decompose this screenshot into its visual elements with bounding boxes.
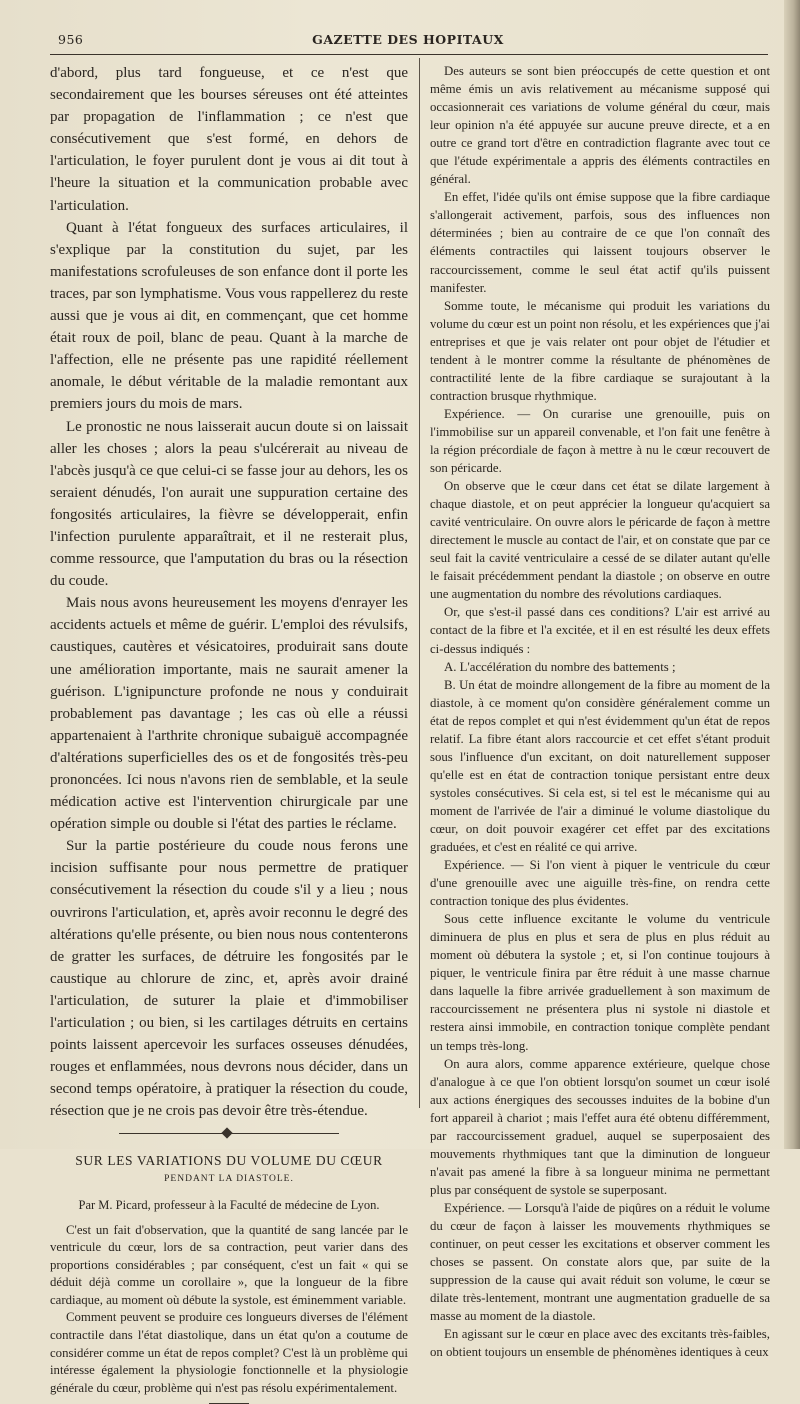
article-body <box>50 1222 408 1398</box>
paragraph: Mais nous avons heureusement les moyens d'enrayer les accidents actuels et même de guérir. L'emploi des révulsifs, caustiques, cautères et vésicatoires, produirait sans doute une amélioration importante, mais ne saurait amener la guérison. L'ignipuncture profonde ne nous y conduirait probablement pas davantage ; les cas où elle a réussi appartenaient à l'arthrite chronique subaiguë accompagnée d'altérations superficielles des os et de fongosités très-peu prononcées. Ici nous n'avons rien de semblable, et la seule médication active est l'intervention chirurgicale par une opération simple ou double si l'état des parties le réclame. <box>50 595 408 833</box>
left-column <box>50 62 408 1404</box>
paragraph: C'est un fait d'observation, que la quantité de sang lancée par le ventricule du cœur, lors de sa contraction, peut varier dans des proportions considérables ; par conséquent, c'est un fait « qui se déduit déjà comme un corollaire », que la longueur de la fibre cardiaque, au moment où débute la systole, est éminemment variable. <box>50 1222 408 1307</box>
paragraph: Le pronostic ne nous laisserait aucun doute si on laissait aller les choses ; alors la peau s'ulcérerait au niveau de l'abcès jusqu'à ce que celui-ci se fasse jour au dehors, les os seraient dénudés, l'on aurait une suppuration certaine des fongosités articulaires, la fièvre se développerait, enfin l'infection purulente apparaîtrait, et il ne resterait plus, comme ressource, que l'amputation du bras ou la résection du coude. <box>50 418 408 590</box>
paragraph: En effet, l'idée qu'ils ont émise suppose que la fibre cardiaque s'allongerait activement, parfois, sous des influences non déterminées ; bien au contraire de ce que l'on connaît des éléments contractiles qui laissent toujours observer le raccourcissement, comme le seul état actif qu'ils puissent manifester. <box>430 190 770 295</box>
header-rule <box>50 54 768 55</box>
paragraph: On aura alors, comme apparence extérieure, quelque chose d'analogue à ce que l'on obtient lorsqu'on soumet un cœur isolé aux actions énergiques des secousses induites de la bobine d'un fort appareil à chariot ; mais l'effet aura été obtenu différemment, par raccourcissement graduel, auquel se superposaient des mouvements rhythmiques tant que la diminution de longueur n'avait pas amené la fibre à sa longueur minima ne permettant plus par conséquent de systole se superposant. <box>430 1056 770 1197</box>
paragraph: En agissant sur le cœur en place avec des excitants très-faibles, on obtient toujours un ensemble de phénomènes identiques à ceux <box>430 1327 770 1360</box>
paragraph: Des auteurs se sont bien préoccupés de cette question et ont même émis un avis relativement au mécanisme supposé qui occasionnerait ces variations de volume général du cœur, mais leur opinion n'a été appuyée sur aucune preuve directe, et a en outre ce grand tort d'être en contradiction flagrante avec tout ce que l'étude expérimentale a appris des éléments contractiles en général. <box>430 64 770 187</box>
article-title: SUR LES VARIATIONS DU VOLUME DU CŒUR <box>75 1152 383 1168</box>
paragraph: B. Un état de moindre allongement de la fibre au moment de la diastole, à ce moment qu'on considère généralement comme un état de repos complet et qui n'est évidemment qu'un état de repos relatif. La fibre étant alors raccourcie et cet effet s'étant produit sous l'influence d'un excitant, on doit naturellement supposer qu'elle est en état de contraction tonique persistant entre deux systoles consécutives. Si cela est, si tel est le mécanisme qui au moment de l'arrivée de l'air a diminué le volume diastolique du cœur, on doit pouvoir exagérer cet effet par des excitations graduées, et c'est en réalité ce qui arrive. <box>430 677 770 855</box>
paragraph: Or, que s'est-il passé dans ces conditions? L'air est arrivé au contact de la fibre et l'a excitée, et il en est résulté les deux effets ci-dessus indiqués : <box>430 605 770 656</box>
page-header <box>52 30 764 50</box>
paragraph: Expérience. — Si l'on vient à piquer le ventricule du cœur d'une grenouille avec une aiguille très-fine, on rendra cette contraction tonique des plus évidentes. <box>430 858 770 909</box>
article-author: Par M. Picard, professeur à la Faculté de médecine de Lyon. <box>78 1197 380 1212</box>
paragraph: Quant à l'état fongueux des surfaces articulaires, il s'explique par la constitution du sujet, par les manifestations scrofuleuses de son enfance dont il porte les traces, par son lymphatisme. Vous vous rappellerez du reste aussi que je vous ai dit, en commençant, que cet homme était roux de poil, blanc de peau. Quant à la marche de l'affection, elle ne présente pas une rapidité réellement anomale, le début véritable de la maladie remontant aux premiers jours du mois de mars. <box>50 219 408 413</box>
paragraph: On observe que le cœur dans cet état se dilate largement à chaque diastole, et on peut apprécier la longueur qu'acquiert sa cavité ventriculaire. On ouvre alors le péricarde de façon à mettre directement le muscle au contact de l'air, et on constate que par ce seul fait la cavité ventriculaire a cessé de se dilater autant qu'elle le faisait précédemment pendant la diastole ; on observe en outre une augmentation du nombre des révolutions cardiaques. <box>430 479 770 602</box>
paragraph: d'abord, plus tard fongueuse, et ce n'est que secondairement que les bourses séreuses ont été atteintes par propagation de l'inflammation ; ce n'est que consécutivement que s'est formé, en dehors de l'articulation, le foyer purulent dont je vous ai dit tout à l'heure la situation et la communication probable avec l'articulation. <box>50 65 408 214</box>
paragraph: Sur la partie postérieure du coude nous ferons une incision suffisante pour nous permettre de pratiquer consécutivement la résection du coude s'il y a lieu ; nous ouvrirons l'articulation, et, après avoir reconnu le degré des altérations qu'elle présente, ou bien nous nous contenterons de gratter les surfaces, de détruire les fongosités par le caustique au chlorure de zinc, et, après avoir drainé l'articulation, de suturer la plaie et d'immobiliser l'articulation ; ou bien, si les cartilages détruits en certains points laissent apercevoir les surfaces osseuses dénudées, rouges et enflammées, nous devrons nous décider, dans un second temps opératoire, à pratiquer la résection du coude, résection que je ne crois pas devoir être très-étendue. <box>50 838 408 1120</box>
article-subtitle: PENDANT LA DIASTOLE. <box>164 1173 294 1184</box>
paragraph: Expérience. — On curarise une grenouille, puis on l'immobilise sur un appareil convenable, et l'on fait une fenêtre à la région précordiale de façon à mettre à nu le cœur recouvert de son péricarde. <box>430 406 770 476</box>
journal-title: GAZETTE DES HOPITAUX <box>312 32 504 47</box>
binding-edge <box>784 0 800 1149</box>
page-number: 956 <box>58 32 84 47</box>
paragraph: Sous cette influence excitante le volume du ventricule diminuera de plus en plus et sera de plus en plus réduit au moment où débutera la systole ; et, si l'on continue toujours à piquer, le ventricule finira par être réduit à une masse charnue dans laquelle la fibre arrivée graduellement à son maximum de raccourcissement ne présentera plus ni systole ni diastole et restera ainsi immobile, en contraction tonique complète pendant un temps très-long. <box>430 912 770 1053</box>
section-separator <box>119 1133 339 1134</box>
paragraph: Expérience. — Lorsqu'à l'aide de piqûres on a réduit le volume du cœur de façon à laisser les mouvements rhythmiques se continuer, on peut cesser les excitations et observer comment les choses se passent. On constate alors que, par suite de la suppression de la cause qui avait réduit son volume, le cœur se dilate très-lentement, montrant une augmentation graduelle de sa masse au moment de la diastole. <box>430 1200 770 1324</box>
paragraph: Comment peuvent se produire ces longueurs diverses de l'élément contractile dans l'état diastolique, dans un état qu'on a coutume de considérer comme un état de repos complet? C'est là un problème qui intéresse également la physiologie fonctionnelle et la physiologie générale du cœur, problème qui n'est pas résolu expérimentalement. <box>50 1310 408 1395</box>
paragraph: Somme toute, le mécanisme qui produit les variations du volume du cœur est un point non résolu, et les expériences que j'ai entreprises et que je vais relater ont pour objet de l'étudier et tendent à le montrer comme la résultante de phénomènes de contractilité lente de la fibre cardiaque se surajoutant à la contraction brusque rhythmique. <box>430 298 770 403</box>
paragraph: A. L'accélération du nombre des battements ; <box>444 659 676 674</box>
column-divider <box>419 58 420 1108</box>
right-column <box>430 62 770 1361</box>
